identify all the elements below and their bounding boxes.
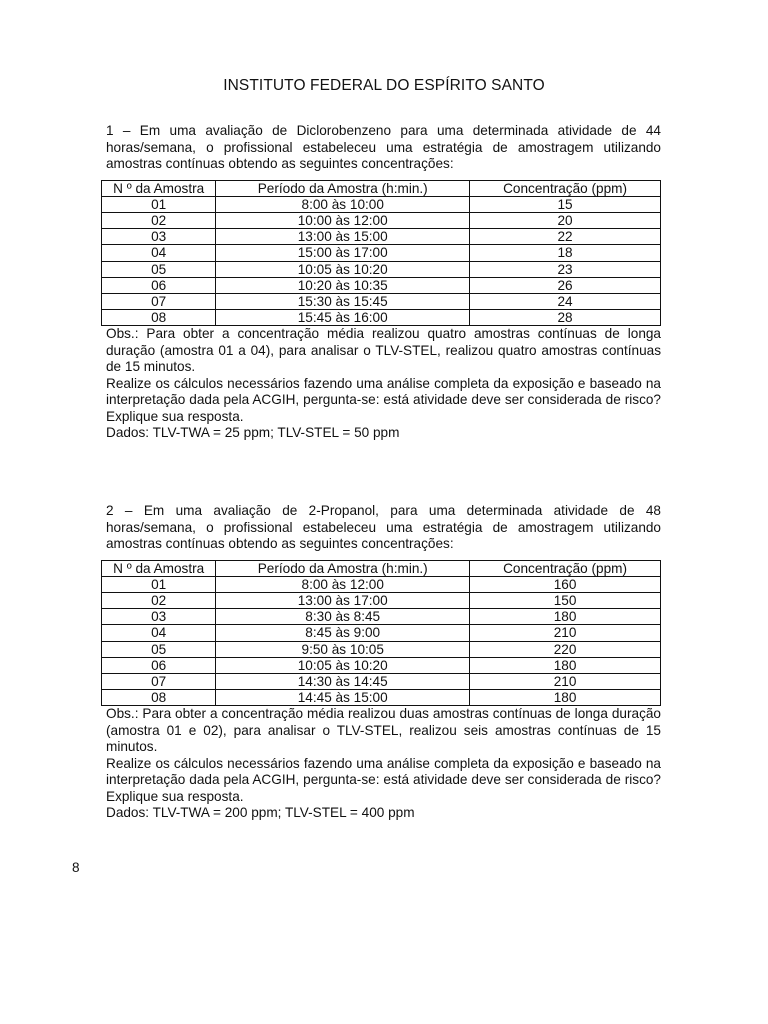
sample-number: 02 <box>102 212 216 228</box>
table-row <box>102 212 661 228</box>
sample-number: 02 <box>102 592 216 608</box>
sample-number: 01 <box>102 196 216 212</box>
question-1 <box>106 123 661 442</box>
table-header-row <box>102 560 661 576</box>
concentration: 180 <box>470 657 661 673</box>
header-sample-period: Período da Amostra (h:min.) <box>216 560 470 576</box>
q2-observation: Obs.: Para obter a concentração média realizou duas amostras contínuas de longa duração (amostra 01 e 02), para analisar o TLV-STEL, realizou seis amostras contínuas de 15 minutos. <box>106 706 661 755</box>
sample-period: 14:30 às 14:45 <box>216 673 470 689</box>
table-row <box>102 657 661 673</box>
concentration: 180 <box>470 609 661 625</box>
sample-period: 13:00 às 17:00 <box>216 592 470 608</box>
concentration: 210 <box>470 673 661 689</box>
header-concentration: Concentração (ppm) <box>470 560 661 576</box>
sample-number: 03 <box>102 229 216 245</box>
table-row <box>102 625 661 641</box>
sample-number: 03 <box>102 609 216 625</box>
sample-number: 04 <box>102 245 216 261</box>
concentration: 180 <box>470 690 661 706</box>
page-number: 8 <box>72 860 80 875</box>
sample-number: 08 <box>102 310 216 326</box>
table-row <box>102 592 661 608</box>
concentration: 220 <box>470 641 661 657</box>
sample-period: 10:00 às 12:00 <box>216 212 470 228</box>
q1-intro: 1 – Em uma avaliação de Diclorobenzeno para uma determinada atividade de 44 horas/semana, o profissional estabeleceu uma estratégia de amostragem utilizando amostras contínuas obtendo as seguintes concentrações: <box>106 123 661 171</box>
sample-period: 10:20 às 10:35 <box>216 277 470 293</box>
q1-given-data: Dados: TLV-TWA = 25 ppm; TLV-STEL = 50 ppm <box>106 425 400 441</box>
table-header-row <box>102 180 661 196</box>
table-row <box>102 576 661 592</box>
concentration: 22 <box>470 229 661 245</box>
table-row <box>102 277 661 293</box>
concentration: 18 <box>470 245 661 261</box>
table-row <box>102 641 661 657</box>
concentration: 23 <box>470 261 661 277</box>
concentration: 20 <box>470 212 661 228</box>
sample-period: 9:50 às 10:05 <box>216 641 470 657</box>
table-row <box>102 293 661 309</box>
sample-number: 07 <box>102 293 216 309</box>
table-row <box>102 196 661 212</box>
table-row <box>102 229 661 245</box>
concentration: 28 <box>470 310 661 326</box>
q1-observation: Obs.: Para obter a concentração média realizou quatro amostras contínuas de longa duração (amostra 01 a 04), para analisar o TLV-STEL, realizou quatro amostras contínuas de 15 minutos. <box>106 326 661 375</box>
sample-period: 15:45 às 16:00 <box>216 310 470 326</box>
sample-period: 14:45 às 15:00 <box>216 690 470 706</box>
table-row <box>102 673 661 689</box>
q2-table <box>101 560 661 707</box>
sample-number: 04 <box>102 625 216 641</box>
concentration: 160 <box>470 576 661 592</box>
sample-period: 10:05 às 10:20 <box>216 261 470 277</box>
header-sample-number: N º da Amostra <box>102 560 216 576</box>
question-2 <box>106 503 661 822</box>
table-row <box>102 690 661 706</box>
sample-period: 8:00 às 12:00 <box>216 576 470 592</box>
q1-question: Realize os cálculos necessários fazendo uma análise completa da exposição e baseado na interpretação dada pela ACGIH, pergunta-se: está atividade deve ser considerada de risco? Explique sua resposta. <box>106 375 661 424</box>
sample-number: 07 <box>102 673 216 689</box>
q2-given-data: Dados: TLV-TWA = 200 ppm; TLV-STEL = 400 ppm <box>106 805 415 821</box>
q2-intro: 2 – Em uma avaliação de 2-Propanol, para uma determinada atividade de 48 horas/semana, o profissional estabeleceu uma estratégia de amostragem utilizando amostras contínuas obtendo as seguintes concentrações: <box>106 503 661 551</box>
concentration: 26 <box>470 277 661 293</box>
header-sample-period: Período da Amostra (h:min.) <box>216 180 470 196</box>
concentration: 24 <box>470 293 661 309</box>
sample-number: 05 <box>102 261 216 277</box>
table-row <box>102 245 661 261</box>
concentration: 15 <box>470 196 661 212</box>
sample-number: 06 <box>102 657 216 673</box>
concentration: 150 <box>470 592 661 608</box>
sample-period: 10:05 às 10:20 <box>216 657 470 673</box>
q1-table <box>101 180 661 327</box>
table-row <box>102 261 661 277</box>
sample-period: 15:30 às 15:45 <box>216 293 470 309</box>
header-sample-number: N º da Amostra <box>102 180 216 196</box>
header-concentration: Concentração (ppm) <box>470 180 661 196</box>
sample-number: 01 <box>102 576 216 592</box>
sample-number: 05 <box>102 641 216 657</box>
sample-period: 13:00 às 15:00 <box>216 229 470 245</box>
page-title: INSTITUTO FEDERAL DO ESPÍRITO SANTO <box>223 77 545 94</box>
sample-period: 8:30 às 8:45 <box>216 609 470 625</box>
sample-number: 06 <box>102 277 216 293</box>
table-row <box>102 609 661 625</box>
concentration: 210 <box>470 625 661 641</box>
sample-period: 8:00 às 10:00 <box>216 196 470 212</box>
table-row <box>102 310 661 326</box>
q2-question: Realize os cálculos necessários fazendo uma análise completa da exposição e baseado na interpretação dada pela ACGIH, pergunta-se: está atividade deve ser considerada de risco? Explique sua resposta. <box>106 755 661 804</box>
sample-number: 08 <box>102 690 216 706</box>
sample-period: 8:45 às 9:00 <box>216 625 470 641</box>
sample-period: 15:00 às 17:00 <box>216 245 470 261</box>
